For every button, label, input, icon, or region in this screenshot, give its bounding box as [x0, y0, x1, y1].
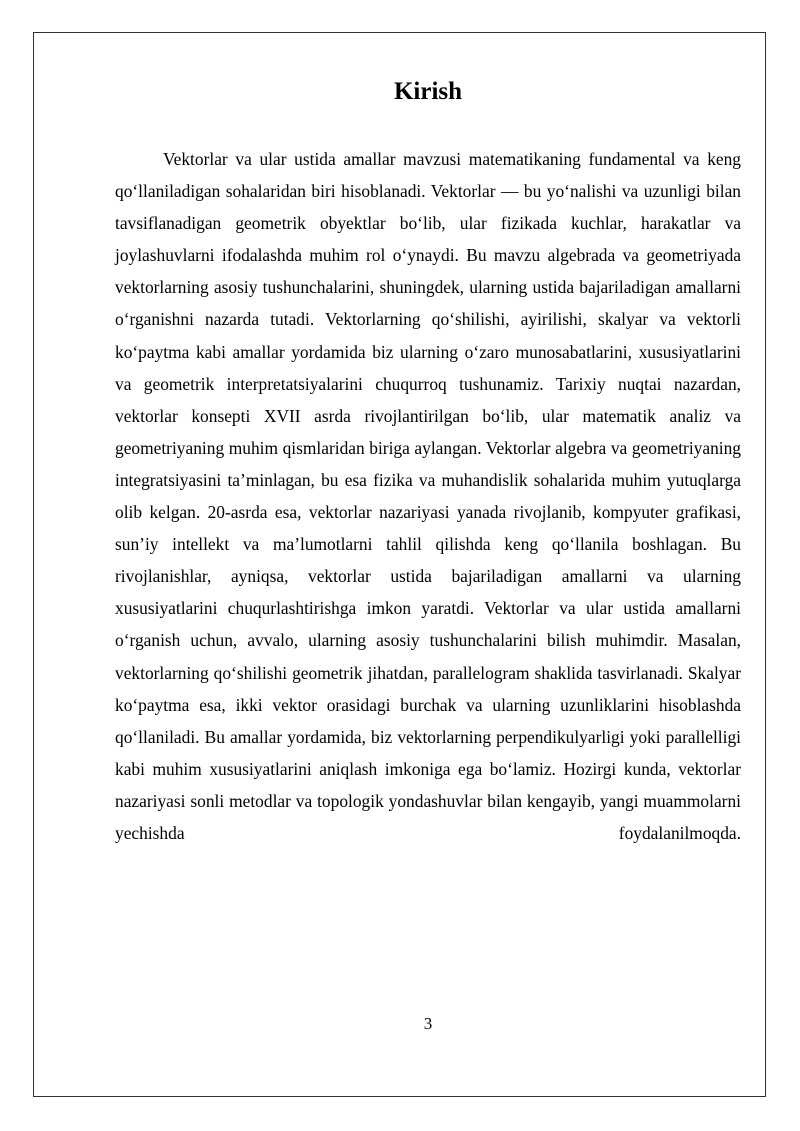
page-title: Kirish	[393, 78, 463, 105]
body-paragraph: Vektorlar va ular ustida amallar mavzusi matematikaning fundamental va keng qo‘llaniladigan sohalaridan biri hisoblanadi. Vektorlar — bu yo‘nalishi va uzunligi bilan tavsiflanadigan geometrik obyektlar bo‘lib, ular fizikada kuchlar, harakatlar va joylashuvlarni ifodalashda muhim rol o‘ynaydi. Bu mavzu algebrada va geometriyada vektorlarning asosiy tushunchalarini, shuningdek, ularning ustida bajariladigan amallarni o‘rganishni nazarda tutadi. Vektorlarning qo‘shilishi, ayirilishi, skalyar va vektorli ko‘paytma kabi amallar yordamida biz ularning o‘zaro munosabatlarini, xususiyatlarini va geometrik interpretatsiyalarini chuqurroq tushunamiz. Tarixiy nuqtai nazardan, vektorlar konsepti XVII asrda rivojlantirilgan bo‘lib, ular matematik analiz va geometriyaning muhim qismlaridan biriga aylangan. Vektorlar algebra va geometriyaning integratsiyasini ta’minlagan, bu esa fizika va muhandislik sohalarida muhim yutuqlarga olib kelgan. 20-asrda esa, vektorlar nazariyasi yanada rivojlanib, kompyuter grafikasi, sun’iy intellekt va ma’lumotlarni tahlil qilishda keng qo‘llanila boshlagan. Bu rivojlanishlar, ayniqsa, vektorlar ustida bajariladigan amallarni va ularning xususiyatlarini chuqurlashtirishga imkon yaratdi. Vektorlar va ular ustida amallarni o‘rganish uchun, avvalo, ularning asosiy tushunchalarini bilish muhimdir. Masalan, vektorlarning qo‘shilishi geometrik jihatdan, parallelogram shaklida tasvirlanadi. Skalyar ko‘paytma esa, ikki vektor orasidagi burchak va ularning uzunliklarini hisoblashda qo‘llaniladi. Bu amallar yordamida, biz vektorlarning perpendikulyarligi yoki parallelligi kabi muhim xususiyatlarini aniqlash imkoniga ega bo‘lamiz. Hozirgi kunda, vektorlar nazariyasi sonli metodlar va topologik yondashuvlar bilan kengayib, yangi muammolarni yechishda foydalanilmoqda.	[115, 149, 741, 843]
page-number: 3	[423, 1014, 433, 1033]
